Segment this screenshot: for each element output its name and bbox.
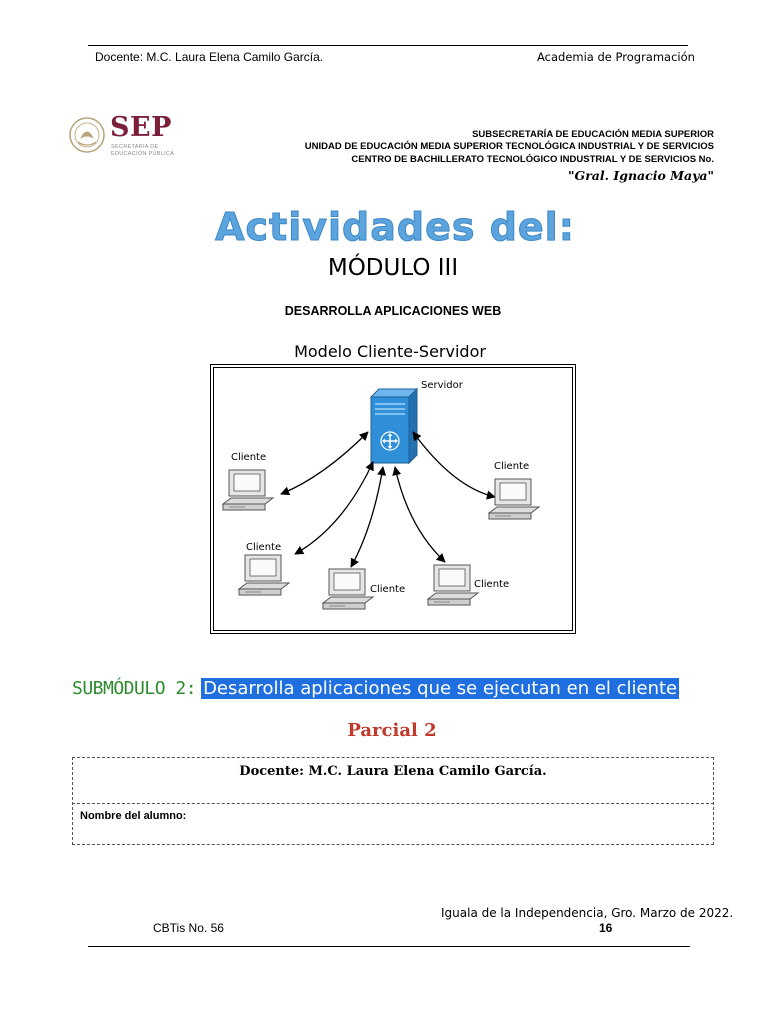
client-computer-icon: [223, 470, 273, 510]
header-teacher: Docente: M.C. Laura Elena Camilo García.: [95, 50, 324, 64]
sep-logo-subtext: SECRETARÍA DE EDUCACIÓN PÚBLICA: [111, 144, 175, 157]
institution-line-1: SUBSECRETARÍA DE EDUCACIÓN MEDIA SUPERIOR: [472, 129, 714, 140]
connection-arrow: [351, 467, 383, 567]
client-label: Cliente: [246, 542, 282, 553]
submodule-label: SUBMÓDULO 2:: [72, 678, 197, 699]
institution-line-3: CENTRO DE BACHILLERATO TECNOLÓGICO INDUSTRIAL Y DE SERVICIOS No.: [351, 154, 714, 165]
client-computer-icon: [428, 565, 478, 605]
client-label: Cliente: [231, 452, 267, 463]
footer-school: CBTis No. 56: [153, 921, 224, 935]
sep-logo-text: SEP: [110, 112, 172, 143]
connection-arrow: [413, 432, 495, 497]
client-label: Cliente: [494, 461, 530, 472]
submodule-heading: [72, 678, 679, 699]
client-computer-icon: [489, 479, 539, 519]
client-server-diagram: [213, 367, 571, 629]
institution-name: "Gral. Ignacio Maya": [568, 168, 714, 183]
submodule-text: Desarrolla aplicaciones que se ejecutan en el cliente: [203, 678, 678, 699]
header-rule: [88, 45, 688, 46]
connection-arrow: [281, 432, 368, 494]
connection-arrow: [295, 462, 373, 554]
connection-arrow: [395, 467, 445, 562]
footer-city-date: Iguala de la Independencia, Gro. Marzo de 2022.: [441, 906, 734, 920]
module-title: MÓDULO III: [327, 255, 459, 281]
table-divider: [72, 803, 714, 804]
institution-line-2: UNIDAD DE EDUCACIÓN MEDIA SUPERIOR TECNOLÓGICA INDUSTRIAL Y DE SERVICIOS: [304, 141, 714, 152]
module-name: DESARROLLA APLICACIONES WEB: [284, 304, 502, 318]
client-label: Cliente: [474, 579, 510, 590]
form-teacher: Docente: M.C. Laura Elena Camilo García.: [239, 764, 547, 779]
footer-rule: [88, 946, 690, 947]
diagram-caption: Modelo Cliente-Servidor: [294, 342, 486, 361]
server-icon: [371, 389, 417, 463]
header-academy: Academia de Programación: [537, 50, 695, 64]
client-computer-icon: [323, 569, 373, 609]
partial-title: Parcial 2: [347, 720, 437, 741]
client-label: Cliente: [370, 584, 406, 595]
sep-emblem-icon: [68, 114, 106, 156]
client-computer-icon: [239, 555, 289, 595]
cover-title: Actividades del:: [215, 205, 575, 249]
server-label: Servidor: [421, 380, 463, 391]
page-number: 16: [599, 921, 613, 935]
student-name-label: Nombre del alumno:: [80, 810, 187, 822]
